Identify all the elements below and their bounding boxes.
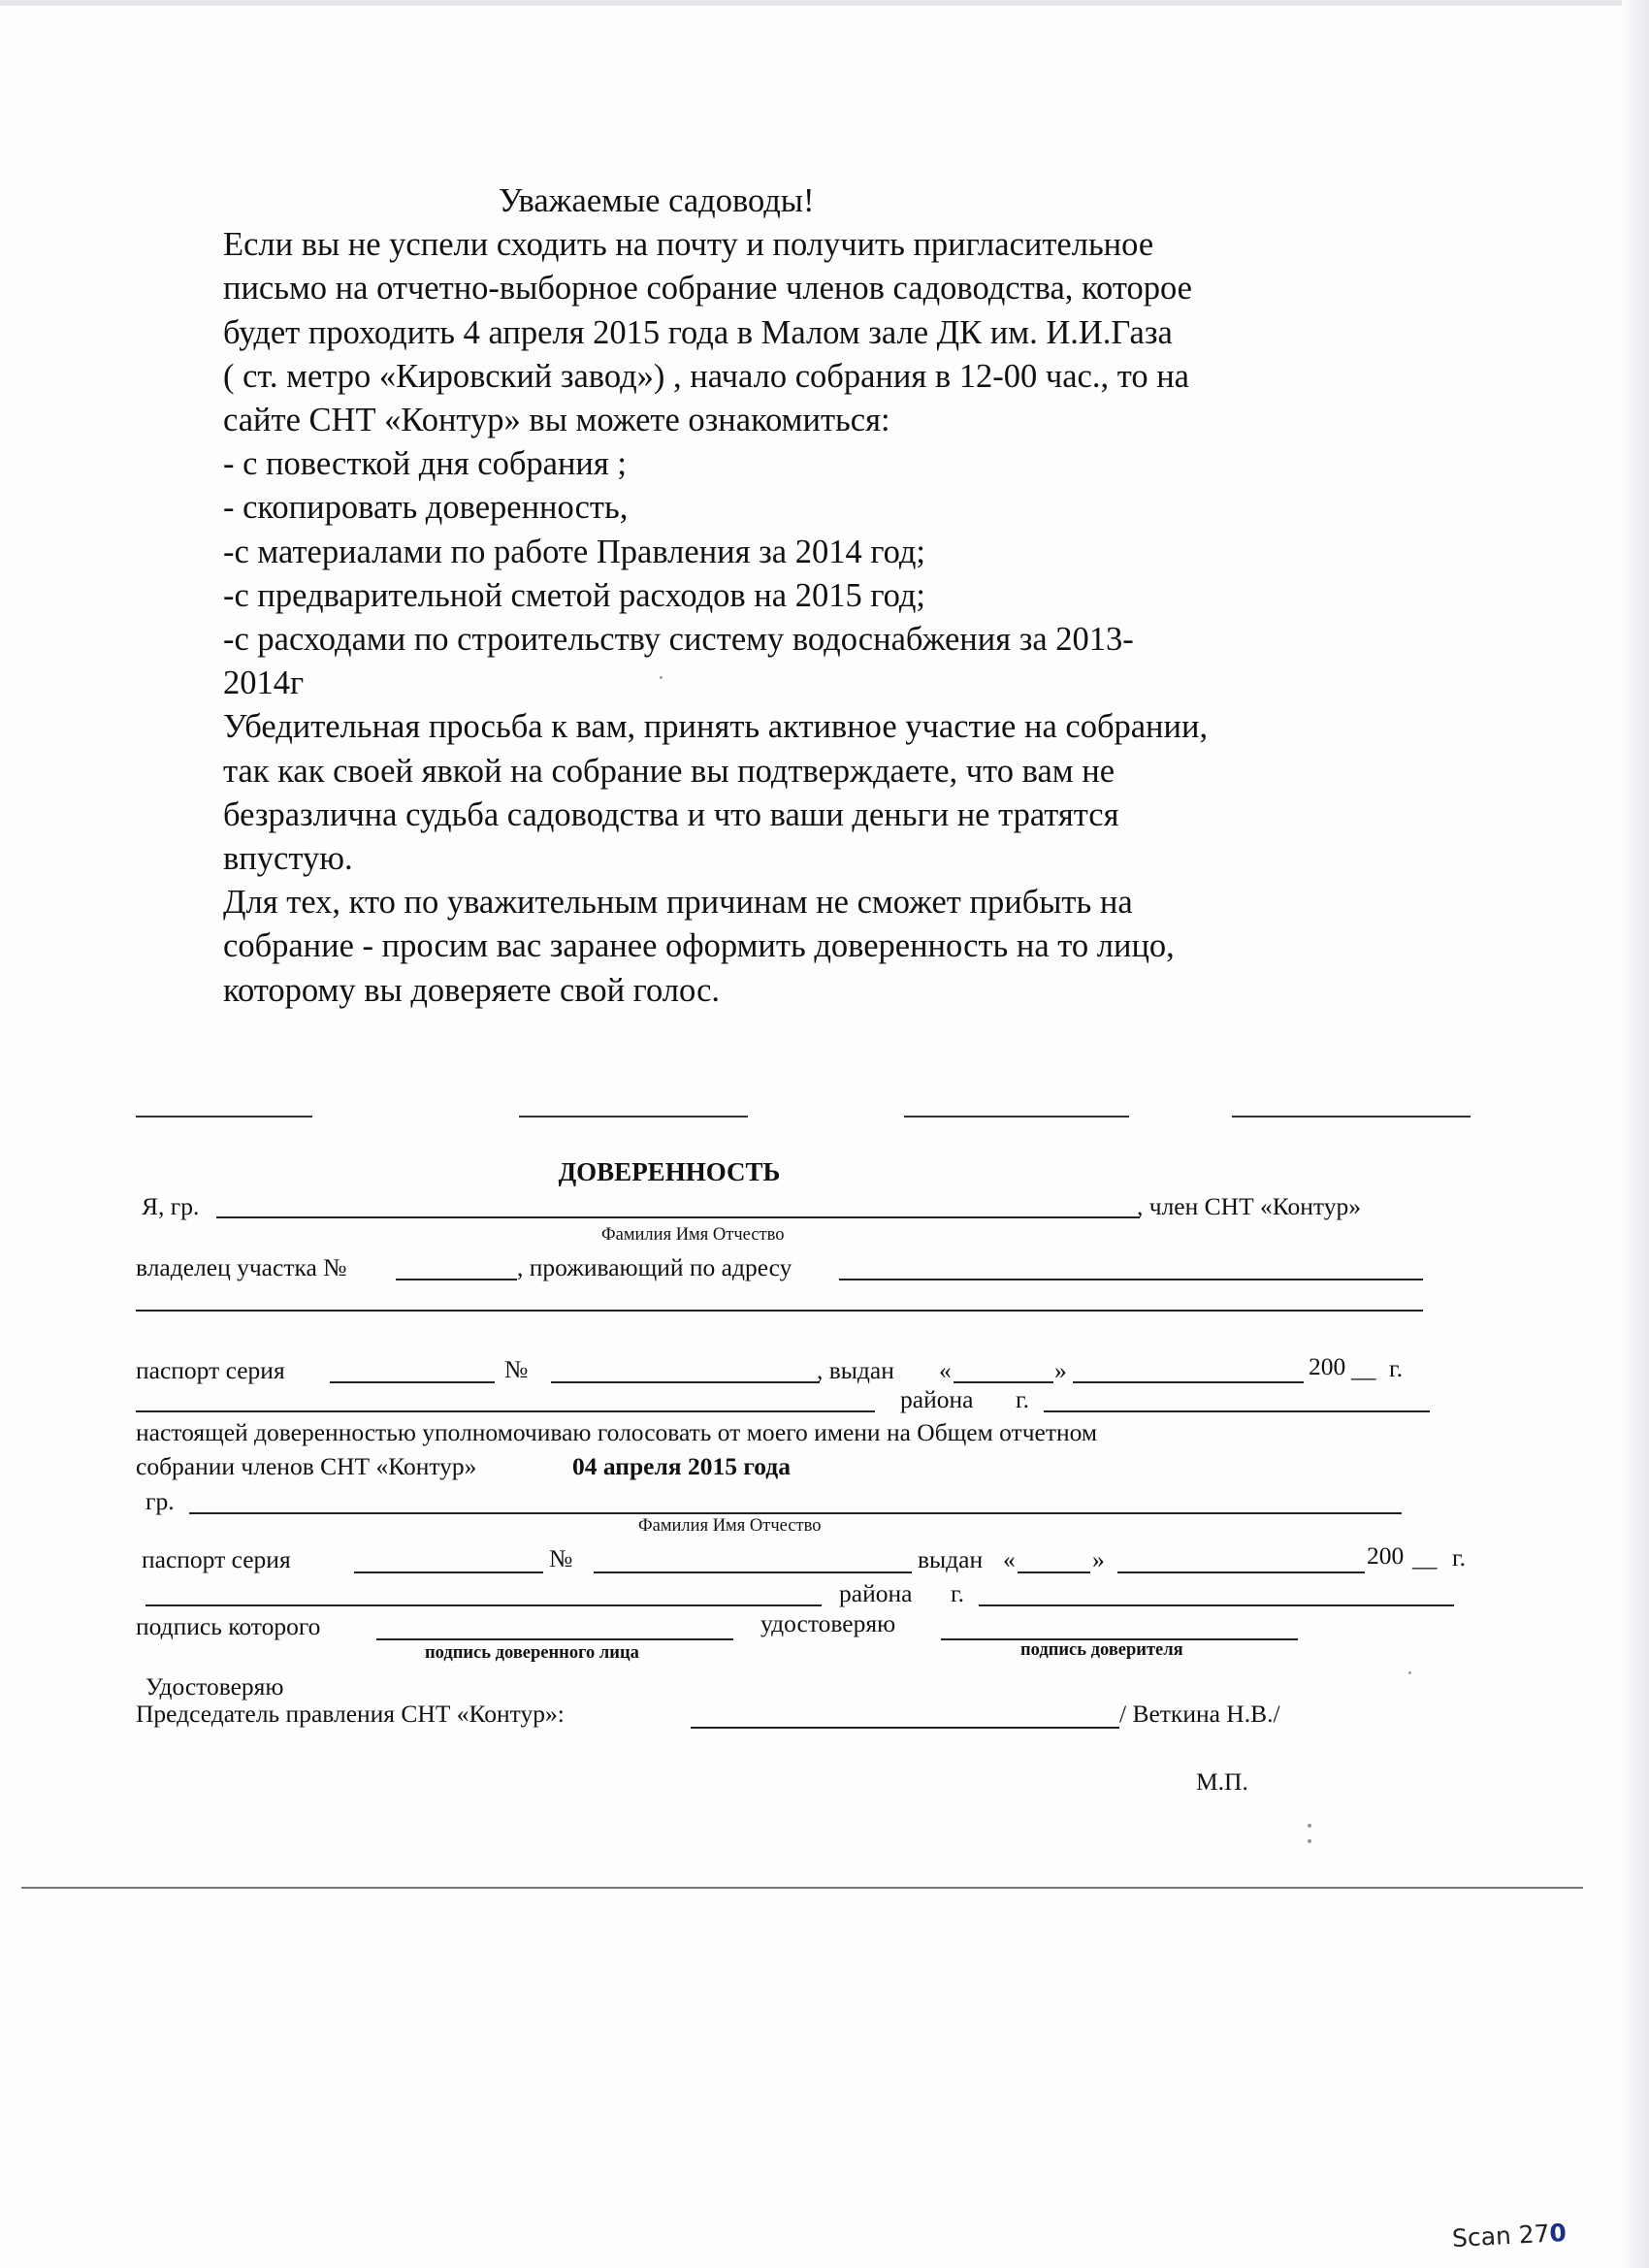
letter-line: безразлична судьба садоводства и что ваши деньги не тратятся [223, 795, 1119, 833]
issued-by-field[interactable] [136, 1410, 875, 1412]
passport-number-field[interactable] [551, 1381, 820, 1383]
scan-label [1451, 2219, 1567, 2252]
city-field[interactable] [1044, 1410, 1430, 1412]
member-fio-field[interactable] [216, 1216, 1140, 1218]
certify-heading: Удостоверяю [146, 1672, 284, 1701]
year-blank[interactable]: __ [1351, 1354, 1376, 1382]
letter-line: 2014г [223, 664, 305, 702]
fio-caption-2: Фамилия Имя Отчество [638, 1516, 822, 1536]
address-field-2[interactable] [136, 1310, 1423, 1312]
trustee-year-suffix: г. [1452, 1543, 1466, 1571]
letter-line: -с расходами по строительству систему водоснабжения за 2013- [223, 621, 1134, 659]
principal-signature-caption: подпись доверителя [1020, 1640, 1183, 1660]
chairman-name: / Веткина Н.В./ [1119, 1700, 1280, 1728]
chairman-signature-field[interactable] [691, 1727, 1119, 1729]
trustee-year-prefix: 200 [1367, 1541, 1405, 1570]
issue-day-field[interactable] [954, 1381, 1053, 1383]
trustee-issued-by-field[interactable] [146, 1604, 822, 1606]
letter-line: которому вы доверяете свой голос. [223, 971, 721, 1009]
letter-line: так как своей явкой на собрание вы подтверждаете, что вам не [223, 752, 1116, 790]
trustee-quote-open: « [1003, 1545, 1016, 1573]
cut-line [519, 1116, 748, 1118]
letter-greeting: Уважаемые садоводы! [499, 182, 815, 219]
cut-line [1232, 1116, 1471, 1118]
authorize-text-2: собрании членов СНТ «Контур» [136, 1452, 477, 1480]
plot-owner-label: владелец участка № [136, 1253, 347, 1281]
trustee-rayon-label: района [839, 1579, 913, 1607]
page-edge-right [1622, 0, 1649, 2268]
trustee-passport-series-field[interactable] [354, 1571, 543, 1573]
letter-line: Если вы не успели сходить на почту и получить пригласительное [223, 226, 1154, 264]
scan-speck [1408, 1671, 1411, 1674]
chairman-label: Председатель правления СНТ «Контур»: [136, 1700, 565, 1728]
trustee-passport-series-label: паспорт серия [142, 1545, 291, 1573]
letter-line: Убедительная просьба к вам, принять активное участие на собрании, [223, 708, 1209, 746]
cut-line [136, 1116, 312, 1118]
certify-label: удостоверяю [760, 1609, 896, 1637]
issue-month-field[interactable] [1073, 1381, 1304, 1383]
letter-line: -с предварительной сметой расходов на 2015 год; [223, 576, 926, 614]
scan-speck [1308, 1824, 1311, 1828]
trustee-city-field[interactable] [979, 1604, 1454, 1606]
cut-line [904, 1116, 1129, 1118]
letter-line: сайте СНТ «Контур» вы можете ознакомиться: [223, 402, 890, 439]
trustee-signature-caption: подпись доверенного лица [425, 1643, 639, 1663]
letter-line: собрание - просим вас заранее оформить доверенность на то лицо, [223, 927, 1175, 965]
meeting-date: 04 апреля 2015 года [572, 1452, 791, 1480]
plot-number-field[interactable] [396, 1279, 517, 1280]
member-snt-label: , член СНТ «Контур» [1137, 1192, 1361, 1220]
trustee-city-label: г. [951, 1579, 964, 1607]
trustee-signature-field[interactable] [376, 1638, 733, 1640]
trustee-quote-close: » [1092, 1545, 1105, 1573]
stamp-place: М.П. [1196, 1767, 1248, 1796]
i-gr-label: Я, гр. [142, 1192, 200, 1220]
city-label: г. [1016, 1385, 1029, 1413]
address-field[interactable] [839, 1279, 1423, 1280]
trustee-passport-number-field[interactable] [594, 1571, 912, 1573]
scan-speck [1308, 1839, 1311, 1843]
trustee-fio-field[interactable] [189, 1512, 1402, 1514]
trustee-year-blank[interactable]: __ [1412, 1543, 1438, 1571]
letter-line: письмо на отчетно-выборное собрание членов садоводства, которое [223, 270, 1192, 308]
trustee-issue-day-field[interactable] [1018, 1571, 1090, 1573]
letter-line: Для тех, кто по уважительным причинам не сможет прибыть на [223, 884, 1133, 922]
rayon-label: района [900, 1385, 974, 1413]
passport-series-field[interactable] [330, 1381, 495, 1383]
year-prefix: 200 [1309, 1352, 1346, 1380]
letter-line: - с повесткой дня собрания ; [223, 445, 627, 483]
scan-speck [660, 676, 663, 679]
issued-label: , выдан [817, 1356, 894, 1384]
letter-line: -с материалами по работе Правления за 2014 год; [223, 533, 926, 570]
fio-caption: Фамилия Имя Отчество [601, 1225, 785, 1245]
year-suffix: г. [1389, 1354, 1403, 1382]
quote-close: » [1054, 1356, 1067, 1384]
scan-label-mark: 0 [1548, 2218, 1568, 2248]
scan-label-text: Scan 27 [1451, 2219, 1551, 2253]
gr-label: гр. [146, 1487, 175, 1515]
bottom-rule [21, 1887, 1583, 1889]
residing-label: , проживающий по адресу [517, 1253, 792, 1281]
letter-line: будет проходить 4 апреля 2015 года в Малом зале ДК им. И.И.Газа [223, 313, 1173, 351]
trustee-issued-label: выдан [918, 1545, 984, 1573]
letter-block [223, 179, 1416, 1013]
trustee-number-sign: № [549, 1544, 573, 1572]
authorize-text-1: настоящей доверенностью уполномочиваю голосовать от моего имени на Общем отчетном [136, 1418, 1098, 1446]
page-edge-top [0, 0, 1649, 6]
poa-title: ДОВЕРЕННОСТЬ [558, 1157, 781, 1186]
letter-line: ( ст. метро «Кировский завод») , начало собрания в 12-00 час., то на [223, 357, 1189, 395]
passport-series-label: паспорт серия [136, 1356, 285, 1384]
letter-line: впустую. [223, 840, 353, 878]
quote-open: « [939, 1356, 952, 1384]
letter-line: - скопировать доверенность, [223, 489, 629, 527]
signature-of-label: подпись которого [136, 1612, 321, 1640]
trustee-issue-month-field[interactable] [1117, 1571, 1365, 1573]
number-sign: № [504, 1355, 529, 1383]
